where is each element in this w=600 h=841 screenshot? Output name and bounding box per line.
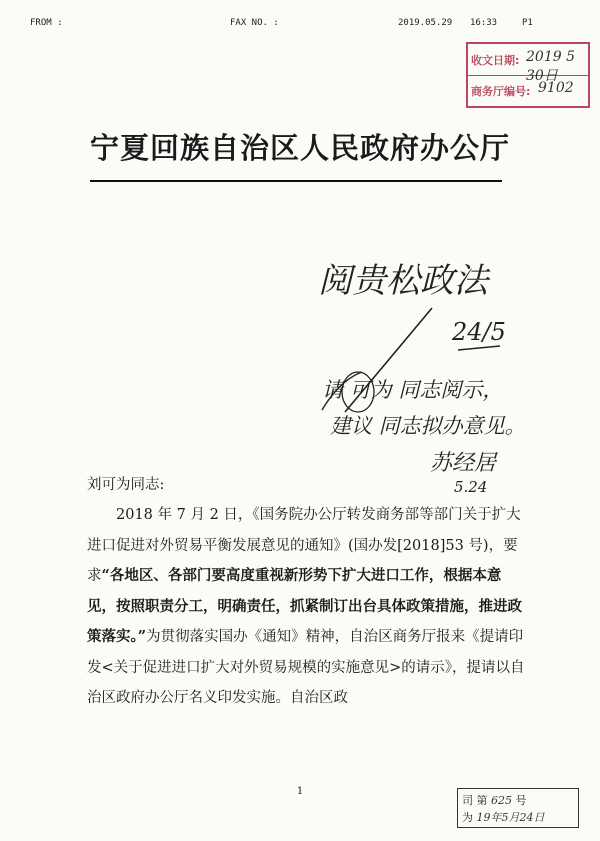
fax-number-label: FAX NO. : bbox=[230, 18, 279, 28]
paragraph-quote: “各地区、各部门要高度重视新形势下扩大进口工作，根据本意见，按照职责分工，明确责任，抓紧制订出台具体政策措施，推进政策落实。” bbox=[87, 567, 522, 645]
letterhead-title: 宁夏回族自治区人民政府办公厅 bbox=[89, 131, 510, 165]
sequence-unit: 号 bbox=[515, 794, 527, 807]
receipt-number-value: 9102 bbox=[538, 80, 574, 96]
salutation: 刘可为同志: bbox=[87, 477, 165, 493]
sequence-label: 第 bbox=[476, 794, 488, 807]
paragraph-part-1: 2018 年 7 月 2 日，《国务院办公厅转发商务部等部门关于扩大进口促进对外贸易平衡发展意见的通知》(国办发[2018]53 号)，要求 bbox=[87, 507, 521, 584]
fax-page: P1 bbox=[522, 18, 533, 28]
page-number: 1 bbox=[296, 786, 304, 797]
sequence-line-2 bbox=[462, 809, 545, 825]
handwritten-note-3: 建议 同志拟办意见。 bbox=[330, 414, 526, 438]
sequence-number: 625 bbox=[491, 794, 512, 807]
paragraph-part-3: 为贯彻落实国办《通知》精神，自治区商务厅报来《提请印发<关于促进进口扩大对外贸易规模的实施意见>的请示》，提请以自治区政府办公厅名义印发实施。自治区政 bbox=[87, 629, 525, 706]
fax-date: 2019.05.29 bbox=[398, 18, 453, 28]
sequence-prefix-2: 为 bbox=[462, 811, 473, 824]
handwritten-note-1: 阅贵松政法 bbox=[318, 261, 488, 301]
fax-time: 16:33 bbox=[470, 18, 498, 28]
handwritten-signature-date: 5.24 bbox=[454, 478, 488, 496]
sequence-stamp bbox=[457, 788, 579, 828]
handwritten-signature: 苏经居 bbox=[430, 451, 497, 476]
sequence-line-1 bbox=[462, 792, 527, 808]
handwritten-date-mark: 24/5 bbox=[452, 318, 506, 346]
fax-from-label: FROM : bbox=[30, 18, 63, 28]
handwritten-note-2: 请 可为 同志阅示， bbox=[322, 378, 504, 402]
body-paragraph bbox=[87, 500, 527, 714]
receipt-number-label: 商务厅编号: bbox=[471, 85, 531, 98]
sequence-date: 19年5月24日 bbox=[476, 811, 545, 824]
receipt-date-value: 2019 5 30日 bbox=[526, 49, 575, 84]
receipt-date-label: 收文日期: bbox=[471, 54, 520, 67]
sequence-prefix-1: 司 bbox=[462, 794, 473, 807]
